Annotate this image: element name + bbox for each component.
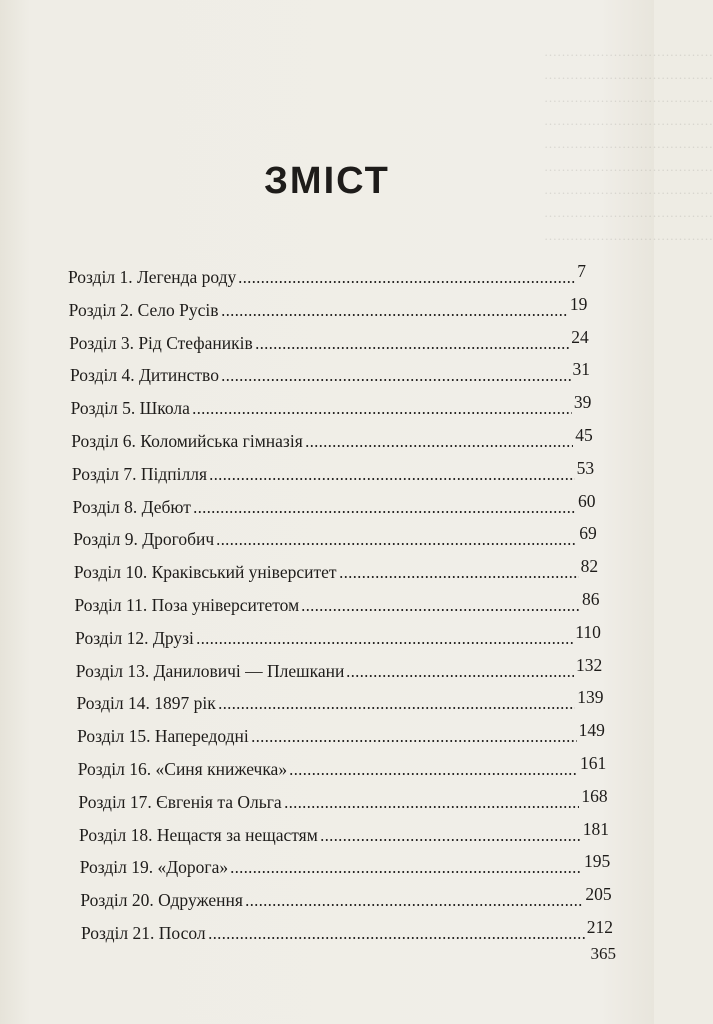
toc-entry [75, 590, 600, 616]
dot-leader [209, 478, 575, 480]
toc-entry-page: 69 [579, 523, 597, 544]
dot-leader [305, 445, 574, 447]
toc-entry-page: 24 [571, 326, 589, 347]
dot-leader [238, 281, 575, 283]
toc-entry-label: Розділ 5. Школа [70, 398, 190, 419]
dot-leader [320, 839, 581, 841]
toc-entry-page: 195 [584, 851, 611, 872]
toc-entry-page: 205 [585, 884, 612, 905]
dot-leader [284, 806, 580, 808]
toc-entry [80, 885, 611, 911]
dot-leader [216, 543, 577, 545]
toc-entry-page: 45 [575, 425, 593, 445]
toc-entry [76, 656, 602, 682]
dot-leader [218, 707, 576, 709]
show-through-text: ………………………………… ………………………………… ………………………………… ………………………………… ………………………………… ………………………………… ………………………………… ………………………………… ………………………………… [544, 44, 713, 243]
toc-entry-page: 181 [582, 818, 609, 839]
toc-entry-page: 82 [580, 556, 599, 577]
toc-entry [81, 918, 613, 944]
toc-entry [69, 328, 588, 354]
dot-leader [221, 379, 571, 381]
toc-entry [75, 623, 601, 649]
toc-entry-page: 212 [586, 917, 613, 937]
toc-entry-label: Розділ 9. Дрогобич [73, 529, 215, 550]
toc-entry-label: Розділ 2. Село Русів [68, 299, 219, 320]
dot-leader [192, 412, 572, 414]
toc-entry [70, 360, 590, 386]
page-title: ЗМІСТ [264, 160, 390, 202]
toc-entry [77, 721, 605, 747]
toc-entry-label: Розділ 4. Дитинство [69, 365, 219, 386]
toc-entry-page: 168 [581, 785, 608, 806]
toc-entry-label: Розділ 3. Рід Стефаників [69, 332, 253, 353]
dot-leader [251, 740, 577, 742]
toc-entry-label: Розділ 13. Даниловичі — Плешкани [75, 660, 345, 681]
toc-entry-page: 31 [572, 359, 591, 380]
toc-entry [73, 524, 597, 550]
toc-entry-label: Розділ 14. 1897 рік [76, 693, 216, 714]
dot-leader [221, 314, 568, 316]
dot-leader [289, 773, 578, 775]
toc-entry [80, 852, 611, 878]
toc-entry [76, 688, 603, 714]
toc-entry-label: Розділ 12. Друзі [75, 627, 194, 648]
toc-entry-page: 19 [569, 293, 588, 314]
toc-entry-label: Розділ 6. Коломийська гімназія [71, 431, 303, 451]
toc-entry-label: Розділ 8. Дебют [72, 496, 191, 517]
toc-entry [71, 426, 593, 452]
toc-entry-label: Розділ 1. Легенда роду [68, 267, 237, 287]
toc-entry [68, 262, 586, 288]
toc-entry-page: 7 [577, 261, 586, 281]
toc-entry-label: Розділ 15. Напередодні [77, 726, 249, 747]
toc-entry [69, 295, 588, 321]
toc-entry-page: 110 [575, 621, 601, 642]
toc-entry [74, 557, 598, 583]
toc-entry-label: Розділ 18. Нещастя за нещастям [79, 824, 318, 845]
dot-leader [230, 871, 582, 873]
toc-entry-label: Розділ 11. Поза університетом [74, 595, 300, 615]
toc-entry-label: Розділ 19. «Дорога» [79, 857, 229, 878]
dot-leader [193, 511, 576, 513]
toc-entry-page: 149 [578, 720, 605, 741]
toc-entry-label: Розділ 16. «Синя книжечка» [77, 759, 288, 779]
dot-leader [196, 642, 573, 644]
toc-entry [78, 787, 607, 813]
dot-leader [245, 904, 584, 906]
toc-entry-label: Розділ 21. Посол [81, 923, 206, 943]
toc-entry-label: Розділ 10. Краківський університет [73, 562, 337, 583]
dot-leader [346, 675, 574, 677]
toc-entry-label: Розділ 20. Одруження [80, 890, 243, 911]
toc-entry-page: 139 [577, 687, 604, 708]
dot-leader [339, 576, 579, 578]
toc-entry [79, 820, 609, 846]
toc-entry-page: 86 [582, 589, 600, 609]
dot-leader [255, 347, 569, 349]
toc-entry-page: 53 [576, 457, 595, 478]
toc-entry-label: Розділ 7. Підпілля [71, 463, 208, 484]
toc-entry-page: 39 [573, 392, 592, 413]
toc-entry-label: Розділ 17. Євгенія та Ольга [78, 791, 282, 812]
dot-leader [301, 609, 580, 611]
toc-entry-page: 132 [575, 654, 603, 675]
toc-entry-page: 60 [577, 490, 596, 511]
toc-entry-page: 161 [580, 753, 607, 773]
toc-entry [73, 492, 596, 518]
toc-entry [71, 393, 592, 419]
toc-entry [72, 459, 594, 485]
page-number: 365 [590, 944, 616, 963]
toc-entry [78, 754, 607, 780]
dot-leader [208, 937, 585, 939]
